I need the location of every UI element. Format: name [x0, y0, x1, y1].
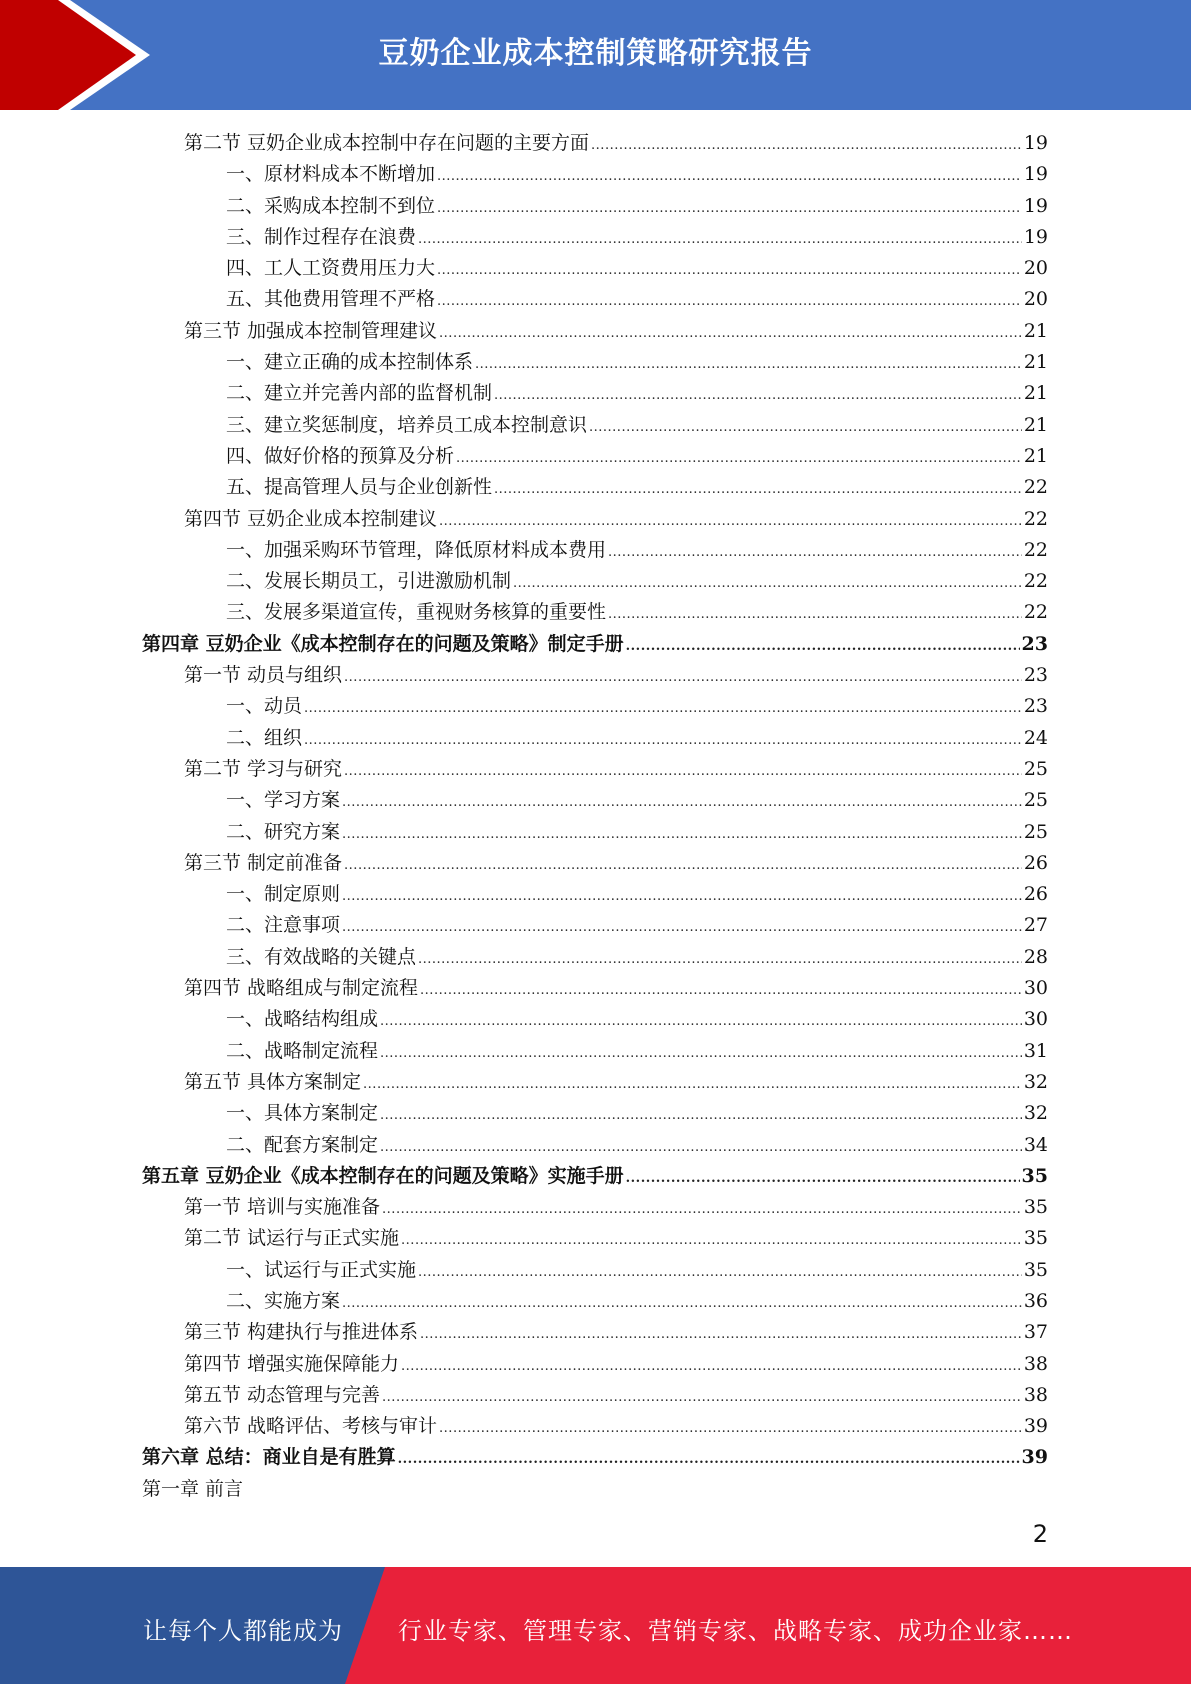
toc-entry-label: 第五章 豆奶企业《成本控制存在的问题及策略》实施手册: [142, 1164, 624, 1187]
toc-dot-leader: [437, 263, 1022, 278]
toc-dot-leader: [420, 983, 1022, 998]
toc-entry[interactable]: [142, 660, 1048, 691]
toc-entry-page: 37: [1023, 1321, 1048, 1344]
toc-entry[interactable]: [142, 942, 1048, 973]
toc-entry-label: 二、组织: [226, 726, 303, 749]
toc-entry-page: 30: [1023, 1008, 1048, 1031]
page-footer: [0, 1567, 1191, 1684]
toc-entry[interactable]: [142, 222, 1048, 253]
toc-entry-label: 三、发展多渠道宣传，重视财务核算的重要性: [226, 601, 607, 624]
toc-chapter-entry[interactable]: [142, 629, 1048, 660]
toc-entry-label: 第三节 构建执行与推进体系: [184, 1321, 419, 1344]
toc-entry-label: 第三节 制定前准备: [184, 851, 343, 874]
toc-entry-label: 一、试运行与正式实施: [226, 1258, 417, 1281]
toc-dot-leader: [608, 545, 1022, 560]
toc-entry-page: 27: [1023, 914, 1048, 937]
toc-dot-leader: [382, 1390, 1022, 1405]
toc-entry-page: 38: [1023, 1383, 1048, 1406]
toc-dot-leader: [626, 1171, 1020, 1186]
toc-entry[interactable]: [142, 472, 1048, 503]
toc-entry-page: 21: [1023, 351, 1048, 374]
toc-chapter-entry[interactable]: [142, 1474, 1048, 1505]
page-header: [0, 0, 1191, 110]
toc-entry-page: 21: [1023, 382, 1048, 405]
toc-entry-page: 23: [1023, 664, 1048, 687]
footer-roles: 行业专家、管理专家、营销专家、战略专家、成功企业家……: [398, 1617, 1073, 1645]
toc-entry-page: 23: [1021, 632, 1048, 655]
toc-entry-label: 三、制作过程存在浪费: [226, 225, 417, 248]
toc-entry-label: 一、动员: [226, 695, 303, 718]
toc-dot-leader: [437, 294, 1022, 309]
toc-entry-page: 25: [1023, 757, 1048, 780]
toc-entry-page: 32: [1023, 1102, 1048, 1125]
toc-entry[interactable]: [142, 1317, 1048, 1348]
toc-entry-label: 第二节 学习与研究: [184, 757, 343, 780]
toc-entry-label: 二、建立并完善内部的监督机制: [226, 382, 493, 405]
toc-entry[interactable]: [142, 284, 1048, 315]
toc-entry-label: 一、加强采购环节管理，降低原材料成本费用: [226, 538, 607, 561]
toc-entry[interactable]: [142, 785, 1048, 816]
toc-entry-page: 21: [1023, 413, 1048, 436]
toc-entry-page: 22: [1023, 601, 1048, 624]
toc-entry-label: 第一章 前言: [142, 1477, 244, 1500]
toc-dot-leader: [380, 1108, 1022, 1123]
toc-entry[interactable]: [142, 879, 1048, 910]
document-title: 豆奶企业成本控制策略研究报告: [378, 36, 813, 71]
toc-entry-page: 34: [1023, 1133, 1048, 1156]
toc-entry-label: 二、实施方案: [226, 1289, 341, 1312]
toc-entry-label: 二、采购成本控制不到位: [226, 194, 436, 217]
toc-entry-label: 三、有效战略的关键点: [226, 945, 417, 968]
toc-entry-label: 一、建立正确的成本控制体系: [226, 351, 474, 374]
toc-entry[interactable]: [142, 128, 1048, 159]
toc-entry-page: 35: [1023, 1258, 1048, 1281]
toc-dot-leader: [456, 451, 1022, 466]
toc-dot-leader: [380, 1140, 1022, 1155]
toc-entry[interactable]: [142, 441, 1048, 472]
toc-entry[interactable]: [142, 754, 1048, 785]
toc-entry-label: 二、发展长期员工，引进激励机制: [226, 570, 512, 593]
toc-entry-page: 35: [1021, 1164, 1048, 1187]
table-of-contents: [142, 128, 1048, 1505]
toc-entry-page: 32: [1023, 1070, 1048, 1093]
toc-entry-page: 28: [1023, 945, 1048, 968]
toc-entry[interactable]: [142, 1286, 1048, 1317]
toc-chapter-entry[interactable]: [142, 1161, 1048, 1192]
toc-entry[interactable]: [142, 973, 1048, 1004]
toc-dot-leader: [494, 388, 1022, 403]
toc-entry-label: 第六节 战略评估、考核与审计: [184, 1415, 438, 1438]
toc-entry-page: 20: [1023, 257, 1048, 280]
toc-entry[interactable]: [142, 1223, 1048, 1254]
toc-entry-label: 一、原材料成本不断增加: [226, 163, 436, 186]
footer-slogan: 让每个人都能成为: [143, 1617, 343, 1645]
toc-dot-leader: [589, 420, 1022, 435]
toc-entry[interactable]: [142, 504, 1048, 535]
toc-dot-leader: [401, 1359, 1022, 1374]
toc-entry-page: 39: [1023, 1415, 1048, 1438]
toc-entry-page: 39: [1021, 1446, 1048, 1469]
toc-entry-label: 第一节 培训与实施准备: [184, 1196, 381, 1219]
toc-dot-leader: [304, 733, 1022, 748]
toc-entry-page: 23: [1023, 695, 1048, 718]
toc-entry-page: 19: [1023, 163, 1048, 186]
toc-entry-label: 一、学习方案: [226, 789, 341, 812]
toc-entry-label: 二、战略制定流程: [226, 1039, 379, 1062]
toc-entry-label: 四、做好价格的预算及分析: [226, 444, 455, 467]
toc-entry-label: 第二节 试运行与正式实施: [184, 1227, 400, 1250]
toc-entry[interactable]: [142, 1098, 1048, 1129]
toc-entry[interactable]: [142, 159, 1048, 190]
toc-dot-leader: [344, 670, 1022, 685]
toc-entry-page: 22: [1023, 538, 1048, 561]
toc-dot-leader: [475, 357, 1022, 372]
toc-entry-label: 第四节 战略组成与制定流程: [184, 977, 419, 1000]
toc-entry-label: 第四章 豆奶企业《成本控制存在的问题及策略》制定手册: [142, 632, 624, 655]
toc-entry[interactable]: [142, 597, 1048, 628]
toc-entry-label: 第四节 豆奶企业成本控制建议: [184, 507, 438, 530]
toc-entry[interactable]: [142, 535, 1048, 566]
toc-entry[interactable]: [142, 1036, 1048, 1067]
toc-dot-leader: [363, 1077, 1022, 1092]
toc-dot-leader: [591, 138, 1022, 153]
toc-dot-leader: [418, 952, 1022, 967]
toc-entry-page: 19: [1023, 132, 1048, 154]
toc-entry[interactable]: [142, 378, 1048, 409]
toc-entry-page: 35: [1023, 1196, 1048, 1219]
toc-entry[interactable]: [142, 410, 1048, 441]
toc-entry-label: 第三节 加强成本控制管理建议: [184, 319, 438, 342]
toc-entry-label: 四、工人工资费用压力大: [226, 257, 436, 280]
toc-entry-page: 21: [1023, 444, 1048, 467]
toc-entry[interactable]: [142, 1067, 1048, 1098]
toc-dot-leader: [401, 1233, 1022, 1248]
toc-entry-label: 五、其他费用管理不严格: [226, 288, 436, 311]
toc-dot-leader: [342, 827, 1022, 842]
toc-entry-page: 21: [1023, 319, 1048, 342]
toc-entry-label: 二、配套方案制定: [226, 1133, 379, 1156]
toc-entry[interactable]: [142, 1349, 1048, 1380]
toc-entry-label: 第二节 豆奶企业成本控制中存在问题的主要方面: [184, 132, 590, 154]
toc-entry[interactable]: [142, 1380, 1048, 1411]
toc-entry[interactable]: [142, 316, 1048, 347]
toc-dot-leader: [626, 639, 1020, 654]
toc-entry-page: 22: [1023, 476, 1048, 499]
toc-dot-leader: [418, 1265, 1022, 1280]
toc-entry-page: 19: [1023, 225, 1048, 248]
toc-entry[interactable]: [142, 817, 1048, 848]
toc-dot-leader: [437, 201, 1022, 216]
toc-entry-page: 25: [1023, 820, 1048, 843]
toc-dot-leader: [342, 889, 1022, 904]
toc-entry-page: 20: [1023, 288, 1048, 311]
toc-dot-leader: [398, 1452, 1020, 1467]
toc-entry[interactable]: [142, 347, 1048, 378]
toc-entry-page: 30: [1023, 977, 1048, 1000]
toc-dot-leader: [382, 1202, 1022, 1217]
toc-entry[interactable]: [142, 910, 1048, 941]
toc-entry-label: 五、提高管理人员与企业创新性: [226, 476, 493, 499]
toc-dot-leader: [380, 1014, 1022, 1029]
toc-entry-page: 25: [1023, 789, 1048, 812]
toc-entry-label: 第四节 增强实施保障能力: [184, 1352, 400, 1375]
toc-entry-page: 26: [1023, 883, 1048, 906]
toc-entry-page: 36: [1023, 1289, 1048, 1312]
toc-entry-label: 一、具体方案制定: [226, 1102, 379, 1125]
toc-entry[interactable]: [142, 1130, 1048, 1161]
toc-entry-label: 二、研究方案: [226, 820, 341, 843]
toc-dot-leader: [380, 1046, 1022, 1061]
toc-entry-page: 31: [1023, 1039, 1048, 1062]
page-number: 2: [1032, 1520, 1048, 1548]
toc-entry-label: 一、制定原则: [226, 883, 341, 906]
toc-chapter-entry[interactable]: [142, 1442, 1048, 1473]
toc-entry[interactable]: [142, 566, 1048, 597]
toc-entry[interactable]: [142, 691, 1048, 722]
toc-entry[interactable]: [142, 723, 1048, 754]
toc-entry[interactable]: [142, 1411, 1048, 1442]
toc-entry[interactable]: [142, 1192, 1048, 1223]
toc-dot-leader: [513, 576, 1022, 591]
toc-entry[interactable]: [142, 848, 1048, 879]
toc-dot-leader: [437, 169, 1022, 184]
toc-dot-leader: [494, 482, 1022, 497]
toc-entry-label: 二、注意事项: [226, 914, 341, 937]
toc-dot-leader: [342, 920, 1022, 935]
toc-entry[interactable]: [142, 191, 1048, 222]
toc-dot-leader: [608, 607, 1022, 622]
toc-dot-leader: [439, 514, 1022, 529]
toc-entry-page: 26: [1023, 851, 1048, 874]
toc-entry-label: 第一节 动员与组织: [184, 664, 343, 687]
toc-entry-page: 22: [1023, 507, 1048, 530]
toc-dot-leader: [418, 232, 1022, 247]
toc-entry-page: 19: [1023, 194, 1048, 217]
toc-entry-page: 35: [1023, 1227, 1048, 1250]
toc-dot-leader: [439, 1421, 1022, 1436]
toc-entry-page: 24: [1023, 726, 1048, 749]
toc-entry-page: 38: [1023, 1352, 1048, 1375]
toc-entry-page: 22: [1023, 570, 1048, 593]
toc-dot-leader: [304, 701, 1022, 716]
toc-entry-label: 第六章 总结：商业自是有胜算: [142, 1446, 396, 1469]
toc-entry-label: 三、建立奖惩制度，培养员工成本控制意识: [226, 413, 588, 436]
toc-dot-leader: [342, 795, 1022, 810]
toc-dot-leader: [439, 326, 1022, 341]
toc-dot-leader: [344, 858, 1022, 873]
toc-entry-label: 第五节 具体方案制定: [184, 1070, 362, 1093]
toc-dot-leader: [420, 1327, 1022, 1342]
toc-entry-label: 第五节 动态管理与完善: [184, 1383, 381, 1406]
toc-entry[interactable]: [142, 1004, 1048, 1035]
toc-entry[interactable]: [142, 253, 1048, 284]
toc-entry[interactable]: [142, 1255, 1048, 1286]
toc-dot-leader: [342, 1296, 1022, 1311]
toc-entry-label: 一、战略结构组成: [226, 1008, 379, 1031]
toc-dot-leader: [344, 764, 1022, 779]
